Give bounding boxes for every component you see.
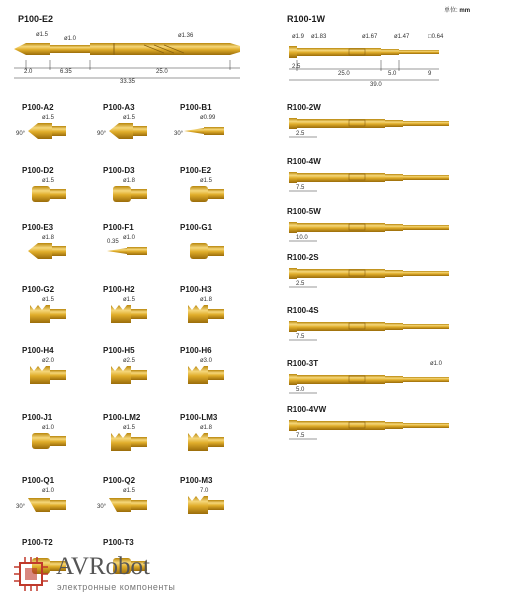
receptacle-label: R100-4VW	[287, 405, 327, 414]
tip-label: P100-H3	[180, 285, 212, 294]
tip-label: P100-G1	[180, 223, 213, 232]
main-probe-drawing	[14, 30, 254, 86]
tip-dimension: ø0.99	[200, 115, 216, 121]
tip-dimension: ø1.5	[123, 297, 136, 303]
tip-label: P100-Q2	[103, 476, 136, 485]
tip-drawing	[178, 117, 228, 145]
receptacle-drawing	[289, 415, 469, 445]
tip-drawing	[101, 427, 151, 455]
tip-dimension: ø1.8	[42, 235, 55, 241]
receptacle-drawing	[289, 316, 469, 346]
tip-drawing	[178, 490, 228, 518]
tip-dimension: ø1.5	[42, 297, 55, 303]
r-main-d1: ø1.9	[292, 34, 305, 40]
receptacle-label: R100-5W	[287, 207, 321, 216]
receptacle-label: R100-4W	[287, 157, 321, 166]
tip-label: P100-E3	[22, 223, 54, 232]
tip-dimension: ø1.8	[200, 425, 213, 431]
r-main-d4: ø1.47	[394, 34, 410, 40]
tip-dimension: ø3.0	[200, 358, 213, 364]
watermark-subtitle: электронные компоненты	[57, 582, 176, 592]
tip-dimension: ø1.5	[123, 425, 136, 431]
receptacle-drawing	[289, 369, 469, 399]
tip-dimension: ø1.0	[42, 488, 55, 494]
tip-dimension: ø1.8	[123, 178, 136, 184]
receptacle-dimension-secondary: ø1.0	[430, 361, 443, 367]
tip-label: P100-M3	[180, 476, 213, 485]
main-dim-total: 33.35	[120, 79, 136, 85]
tip-dimension-secondary: 0.35	[107, 239, 119, 245]
tip-label: P100-G2	[22, 285, 55, 294]
r-main-d5: □0.64	[428, 34, 444, 40]
tip-label: P100-J1	[22, 413, 53, 422]
tip-label: P100-F1	[103, 223, 134, 232]
unit-value: mm	[459, 8, 471, 14]
tip-angle: 30°	[174, 131, 184, 137]
tip-label: P100-E2	[180, 166, 212, 175]
tip-dimension: 7.0	[200, 488, 209, 494]
tip-angle: 90°	[97, 131, 107, 137]
tip-drawing	[178, 427, 228, 455]
tip-drawing	[20, 117, 70, 145]
main-dim-d1: ø1.5	[36, 32, 49, 38]
tip-drawing	[101, 180, 151, 208]
tip-label: P100-H5	[103, 346, 135, 355]
receptacle-dimension: 10.0	[296, 235, 308, 241]
main-dim-l3: 25.0	[156, 69, 168, 75]
tip-label: P100-D3	[103, 166, 135, 175]
tip-angle: 30°	[97, 504, 107, 510]
tip-dimension: ø2.5	[123, 358, 136, 364]
main-dim-l2: 6.35	[60, 69, 72, 75]
main-probe-title: P100-E2	[18, 14, 54, 24]
tip-label: P100-H2	[103, 285, 135, 294]
tip-label: P100-H4	[22, 346, 54, 355]
tip-label: P100-H6	[180, 346, 212, 355]
unit-label: 单位: mm	[444, 8, 471, 14]
tip-label: P100-Q1	[22, 476, 55, 485]
r-main-total: 39.0	[370, 82, 382, 88]
tip-dimension: ø1.5	[123, 115, 136, 121]
tip-drawing	[20, 180, 70, 208]
tip-drawing	[101, 490, 151, 518]
r-main-d2: ø1.83	[311, 34, 327, 40]
tip-drawing	[20, 360, 70, 388]
tip-dimension: ø1.5	[42, 115, 55, 121]
r-main-l3: 5.0	[388, 71, 397, 77]
tip-drawing	[101, 360, 151, 388]
tip-drawing	[178, 360, 228, 388]
tip-label: P100-LM2	[103, 413, 141, 422]
receptacle-label: R100-2W	[287, 103, 321, 112]
tip-drawing	[101, 117, 151, 145]
receptacle-dimension: 7.5	[296, 185, 305, 191]
tip-drawing	[178, 237, 228, 265]
receptacle-drawing	[289, 113, 469, 143]
receptacle-dimension: 5.0	[296, 387, 305, 393]
main-dim-l1: 2.0	[24, 69, 33, 75]
receptacle-dimension: 2.5	[296, 281, 305, 287]
tip-label: P100-B1	[180, 103, 212, 112]
receptacle-drawing	[289, 167, 469, 197]
tip-angle: 90°	[16, 131, 26, 137]
tip-dimension: ø1.5	[42, 178, 55, 184]
tip-dimension: ø2.0	[42, 358, 55, 364]
receptacle-label: R100-3T	[287, 359, 319, 368]
tip-drawing	[178, 180, 228, 208]
tip-label: P100-A2	[22, 103, 54, 112]
tip-drawing	[101, 299, 151, 327]
tip-drawing	[20, 299, 70, 327]
tip-drawing	[20, 237, 70, 265]
tip-drawing	[20, 427, 70, 455]
receptacle-dimension: 2.5	[296, 131, 305, 137]
main-dim-d2: ø1.0	[64, 36, 77, 42]
tip-angle: 30°	[16, 504, 26, 510]
unit-name: 单位	[444, 8, 457, 14]
r-main-l1: 2.5	[292, 64, 301, 70]
main-dim-d3: ø1.36	[178, 33, 194, 39]
receptacle-dimension: 7.5	[296, 433, 305, 439]
receptacle-label: R100-4S	[287, 306, 319, 315]
tip-label: P100-D2	[22, 166, 54, 175]
tip-label: P100-T2	[22, 538, 53, 547]
watermark-title: AVRobot	[56, 553, 151, 580]
tip-dimension: ø1.8	[200, 297, 213, 303]
r-main-title: R100-1W	[287, 14, 326, 24]
chip-logo-icon	[12, 557, 50, 591]
tip-dimension: ø1.5	[200, 178, 213, 184]
tip-label: P100-LM3	[180, 413, 218, 422]
receptacle-drawing	[289, 217, 469, 247]
tip-label: P100-A3	[103, 103, 135, 112]
receptacle-label: R100-2S	[287, 253, 319, 262]
tip-label: P100-T3	[103, 538, 134, 547]
r-main-l4: 9	[428, 71, 432, 77]
r-main-l2: 25.0	[338, 71, 350, 77]
tip-drawing	[20, 490, 70, 518]
r-main-d3: ø1.67	[362, 34, 378, 40]
receptacle-drawing	[289, 263, 469, 293]
receptacle-dimension: 7.5	[296, 334, 305, 340]
tip-dimension: ø1.0	[123, 235, 136, 241]
tip-dimension: ø1.5	[123, 488, 136, 494]
tip-drawing	[178, 299, 228, 327]
tip-dimension: ø1.0	[42, 425, 55, 431]
